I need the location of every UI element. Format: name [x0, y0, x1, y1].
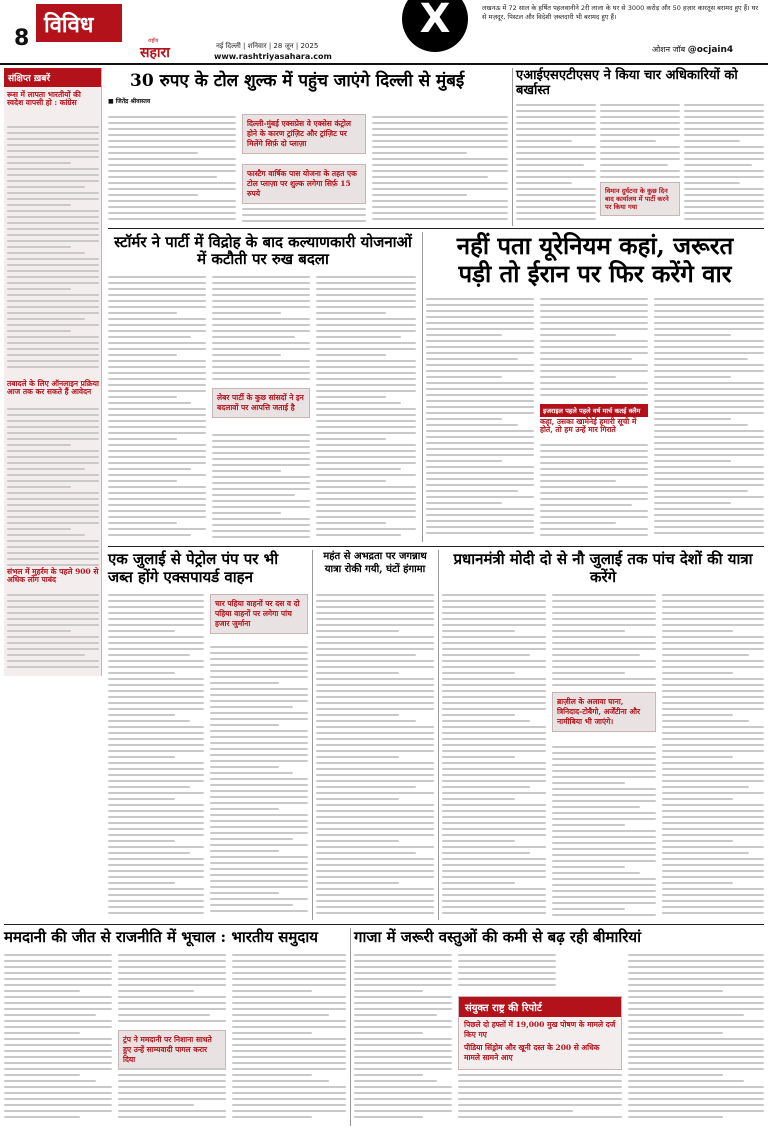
story-aiims-quote: विमान दुर्घटना के कुछ दिन बाद कार्यालय में पार्टी करने पर किया गया: [600, 182, 680, 216]
col-divider-2: [422, 232, 423, 542]
sidebar-heading: संक्षिप्त ख़बरें: [4, 68, 101, 87]
rule-row-1: [108, 228, 764, 229]
story-starmer-body-2: [212, 276, 310, 386]
story-modi-body-3: [552, 746, 656, 920]
story-mamdani: [4, 928, 346, 1126]
story-toll-quote-1: दिल्ली-मुंबई एक्सप्रेस वे एक्सेस कंट्रोल होने के कारण ट्रांज़िट और ट्रांज़िट पर मिलेंगे सिर्फ़ दो प्लाज़ा: [242, 114, 366, 154]
story-iran-headline-1: नहीं पता यूरेनियम कहां, जरूरत: [456, 231, 734, 260]
story-modi-body-2: [552, 594, 656, 690]
sidebar-story-1-title: रूस में लापता भारतीयों की स्वदेश वापसी हो : कांग्रेस: [7, 90, 81, 108]
section-tab: [36, 4, 122, 42]
page-number: 8: [14, 26, 30, 51]
sidebar: [4, 68, 102, 676]
story-mamdani-body-2: [118, 954, 226, 1028]
story-yatra-body-1: [316, 594, 434, 920]
story-petrol-headline: एक जुलाई से पेट्रोल पंप पर भी जब्त होंगे एक्सपायर्ड वाहन: [108, 550, 279, 586]
story-toll-body-3: [372, 116, 508, 226]
logo-top: राष्ट्रीय: [148, 38, 159, 44]
social-handle[interactable]: [652, 44, 733, 55]
story-gaza-body-3: [458, 1074, 622, 1124]
sidebar-story-2-body: [7, 408, 99, 568]
story-mamdani-body-4: [232, 954, 346, 1124]
story-starmer-headline: स्टॉर्मर ने पार्टी में विद्रोह के बाद कल्याणकारी योजनाओं में कटौती पर रुख बदला: [114, 233, 412, 268]
story-petrol-body-2: [210, 646, 308, 920]
story-iran-body-2: [540, 298, 648, 402]
col-divider-3: [312, 550, 313, 920]
section-label: विविध: [44, 13, 94, 38]
story-aiims-body-2: [600, 104, 680, 188]
story-yatra: [316, 550, 434, 920]
story-iran-subhead: इजराइल पहले पहले वर्ष मार्च कतई क्लैम: [540, 404, 648, 417]
rule-row-2: [108, 546, 764, 547]
story-toll-headline: 30 रुपए के टोल शुल्क में पहुंच जाएंगे दिल्ली से मुंबई: [130, 71, 465, 91]
social-name: ओशन जॉब: [652, 45, 686, 54]
website-url[interactable]: www.rashtriyasahara.com: [214, 52, 332, 61]
story-iran-body-3: [540, 444, 648, 542]
col-divider-1: [512, 68, 513, 226]
story-petrol: [108, 550, 308, 920]
story-mamdani-quote: ट्रंप ने ममदानी पर निशाना साधते हुए उन्हें साम्यवादी पागल करार दिया: [118, 1030, 226, 1070]
story-modi-headline: प्रधानमंत्री मोदी दो से नौ जुलाई तक पांच देशों की यात्रा करेंगे: [453, 550, 753, 586]
header-rule: [0, 63, 768, 65]
story-modi-body-1: [442, 594, 546, 920]
story-mamdani-headline: ममदानी की जीत से राजनीति में भूचाल : भारतीय समुदाय: [4, 928, 318, 946]
social-tag: @ocjain4: [687, 45, 734, 55]
story-gaza-box-title: संयुक्त राष्ट्र की रिपोर्ट: [459, 997, 621, 1017]
logo-main: सहारा: [140, 45, 170, 61]
date-line: नई दिल्ली | शनिवार | 28 जून | 2025: [216, 42, 319, 50]
story-iran-subhead-2: कहा, उसका खामेनेई हमारी सूची में होते, तो हम उन्हें मार गिराते: [540, 417, 637, 435]
story-aiims-body-3: [684, 104, 764, 224]
story-iran-body-4: [654, 298, 764, 542]
story-yatra-headline: महंत से अभद्रता पर जगन्नाथ यात्रा रोकी गयी, घंटों हंगामा: [323, 551, 427, 575]
rule-row-3: [4, 924, 764, 925]
top-header-bar: [0, 0, 768, 62]
story-starmer: [108, 232, 418, 542]
story-aiims-body-1: [516, 104, 596, 224]
story-gaza-body-2: [458, 954, 556, 994]
story-gaza-body-1: [354, 954, 452, 1124]
story-petrol-quote: चार पहिया वाहनों पर दस व दो पहिया वाहनों पर लगेगा पांच हजार जुर्माना: [210, 594, 308, 634]
story-iran-body-1: [426, 298, 534, 542]
story-iran-headline-2: पड़ी तो ईरान पर फिर करेंगे वार: [458, 259, 732, 288]
story-gaza-headline: गाजा में जरूरी वस्तुओं की कमी से बढ़ रही बीमारियां: [354, 928, 642, 946]
story-toll: [108, 68, 508, 226]
story-modi: [442, 550, 764, 920]
story-petrol-body-1: [108, 594, 204, 920]
top-ad-text: लखनऊ में 72 साल के हर्षित पहलवानीने 2री लाला के घर से 3000 करोड़ और 50 हज़ार कारतूस बरामद हुए हैं। घर से मज़दूर, पिस्टल और विदेशी ज़ब्तदारी भी बरामद हुए हैं।: [482, 4, 759, 21]
story-starmer-body-1: [108, 276, 206, 542]
x-logo-circle: [400, 0, 470, 58]
story-toll-quote-2: फास्टैग वार्षिक पास योजना के तहत एक टोल प्लाज़ा पर शुल्क लगेगा सिर्फ़ 15 रुपये: [242, 164, 366, 204]
x-logo-icon: X: [402, 0, 468, 52]
sidebar-story-1-body: [7, 126, 99, 376]
story-starmer-body-3: [212, 434, 310, 542]
story-starmer-body-4: [316, 276, 416, 542]
masthead-logo: [132, 38, 204, 61]
story-gaza-body-4: [628, 954, 764, 1124]
story-modi-quote: ब्राज़ील के अलावा घाना, त्रिनिदाद-टोबैगो, अर्जेंटीना और नामीबिया भी जाएंगे।: [552, 692, 656, 732]
story-aiims-headline: एआईएसएटीएसए ने किया चार अधिकारियों को बर्खास्त: [516, 68, 738, 98]
story-aiims: [516, 68, 764, 226]
story-toll-byline: ■ जितेंद्र श्रीवास्तव: [108, 98, 151, 106]
col-divider-4: [438, 550, 439, 920]
sidebar-story-3-title: संभल में मुहर्रम के पहले 900 से अधिक लोग पाबंद: [7, 567, 99, 585]
story-toll-body-1: [108, 116, 236, 226]
story-modi-body-4: [662, 594, 764, 920]
story-toll-body-2: [242, 208, 366, 226]
story-mamdani-body-1: [4, 954, 112, 1124]
col-divider-5: [350, 928, 351, 1126]
story-starmer-quote: लेबर पार्टी के कुछ सांसदों ने इन बदलावों पर आपत्ति जताई है: [212, 388, 310, 418]
sidebar-story-3-body: [7, 594, 99, 674]
story-gaza: [354, 928, 764, 1126]
story-iran: [426, 232, 764, 542]
story-mamdani-body-3: [118, 1068, 226, 1124]
story-gaza-box-text-1: पिछले दो हफ्तों में 19,000 मुख पोषण के मामले दर्ज किए गए: [464, 1020, 616, 1039]
story-gaza-box-text-2: पीडिया सिंड्रोम और खूनी दस्त के 200 से अधिक मामले सामने आए: [464, 1043, 600, 1062]
story-gaza-report-box: [458, 996, 622, 1070]
sidebar-story-2-title: तबादले के लिए ऑनलाइन प्रक्रिया आज तक कर सकते हैं आवेदन: [7, 379, 99, 397]
